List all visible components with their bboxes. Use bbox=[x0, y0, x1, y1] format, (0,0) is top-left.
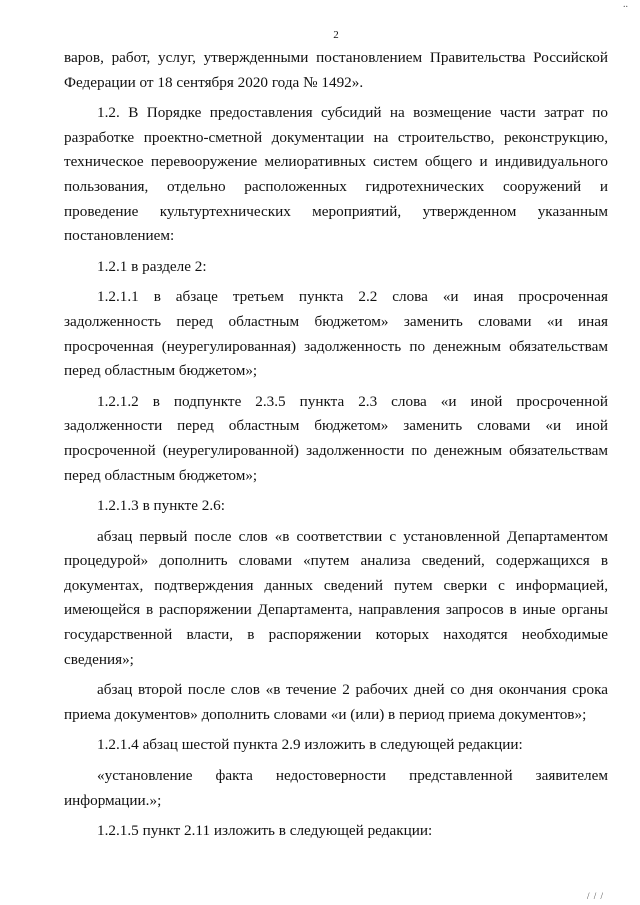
paragraph-continuation: варов, работ, услуг, утвержденными постановлением Правительства Российской Федерации от 18 сентября 2020 года № 1492». bbox=[64, 49, 608, 91]
paragraph-1-2-1-2: 1.2.1.2 в подпункте 2.3.5 пункта 2.3 слова «и иной просроченной задолженности перед областным бюджетом» заменить словами «и иной просроченной (неурегулированной) задолженности по денежным обязательствам перед областным бюджетом»; bbox=[64, 392, 608, 484]
paragraph-1-2-1-4: 1.2.1.4 абзац шестой пункта 2.9 изложить в следующей редакции: bbox=[97, 736, 523, 754]
document-body bbox=[64, 46, 608, 844]
paragraph-1-2-1-5: 1.2.1.5 пункт 2.11 изложить в следующей редакции: bbox=[97, 822, 433, 840]
paragraph-1-2-1: 1.2.1 в разделе 2: bbox=[97, 257, 207, 275]
paragraph-abzac-first: абзац первый после слов «в соответствии с установленной Департаментом процедурой» дополнить словами «путем анализа сведений, содержащихся в документах, подтверждения данных сведений путем сверки с информацией, имеющейся в распоряжении Департамента, направления запросов в иные органы государственной власти, в распоряжении которых находятся необходимые сведения»; bbox=[64, 527, 608, 668]
paragraph-quote: «установление факта недостоверности представленной заявителем информации.»; bbox=[64, 767, 608, 809]
corner-mark: .. bbox=[623, 0, 628, 10]
paragraph-1-2-1-1: 1.2.1.1 в абзаце третьем пункта 2.2 слова «и иная просроченная задолженность перед областным бюджетом» заменить словами «и иная просроченная (неурегулированная) задолженность по денежным обязательствам перед областным бюджетом»; bbox=[64, 288, 608, 380]
page-number: 2 bbox=[333, 29, 339, 41]
paragraph-1-2: 1.2. В Порядке предоставления субсидий на возмещение части затрат по разработке проектно-сметной документации на строительство, реконструкцию, техническое перевооружение мелиоративных систем общего и индивидуального пользования, отдельно расположенных гидротехнических сооружений и проведение культуртехнических мероприятий, утвержденном указанным постановлением: bbox=[64, 104, 608, 245]
footer-mark: / / / bbox=[586, 891, 604, 901]
paragraph-1-2-1-3: 1.2.1.3 в пункте 2.6: bbox=[97, 497, 225, 515]
paragraph-abzac-second: абзац второй после слов «в течение 2 рабочих дней со дня окончания срока приема документов» дополнить словами «и (или) в период приема документов»; bbox=[64, 681, 608, 723]
